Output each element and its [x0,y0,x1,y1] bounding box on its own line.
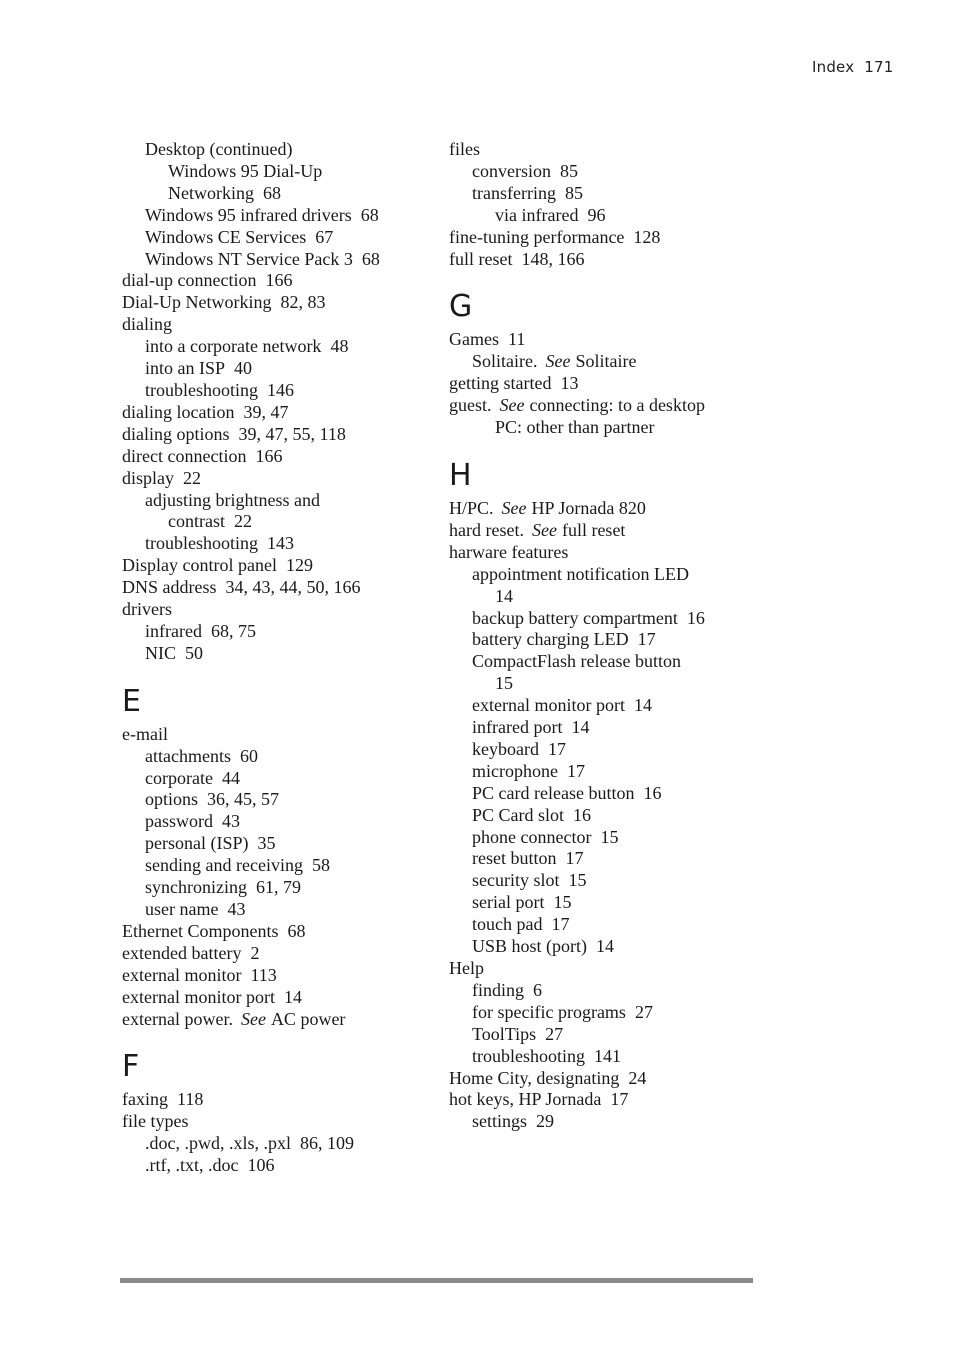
index-term: external power. [122,1008,233,1029]
index-page-refs: 39, 47 [243,401,289,422]
see-reference-label: See [531,519,557,540]
index-entry [122,314,452,336]
index-term: guest. [449,395,492,416]
index-term: DNS address [122,577,217,598]
index-page-refs: 106 [247,1155,275,1176]
index-section-letter: F [122,1049,140,1085]
index-page-refs: 27 [634,1001,653,1022]
index-term: sending and receiving [145,855,303,876]
index-term: battery charging LED [472,629,629,650]
index-page-refs: 48 [330,336,349,357]
index-section-letter: E [122,683,141,719]
index-entry [449,980,789,1002]
index-term: appointment notification LED [472,563,689,584]
index-term: touch pad [472,914,543,935]
index-term: Windows 95 Dial-Up [168,160,323,181]
index-page-refs: 118 [176,1089,204,1110]
index-entry [122,161,452,183]
index-term: PC: other than partner [495,417,655,438]
index-term: USB host (port) [472,936,588,957]
index-entry [449,249,789,271]
index-entry [122,533,452,555]
index-term: full reset [449,248,513,269]
index-page-refs: 16 [643,782,662,803]
index-page-refs: 68 [361,248,380,269]
index-entry [449,827,789,849]
index-term: finding [472,979,524,1000]
index-page-refs: 50 [185,642,203,663]
index-entry [449,498,789,520]
index-term: PC Card slot [472,804,565,825]
index-page-refs: 27 [545,1023,564,1044]
index-entry [122,943,452,965]
index-page-refs: 40 [234,358,253,379]
index-entry [449,651,789,673]
index-entry [122,599,452,621]
index-entry [122,899,452,921]
index-section-letter: H [449,457,472,493]
index-page-refs: 29 [536,1111,555,1132]
index-term: security slot [472,870,560,891]
index-term: Games [449,329,499,350]
index-term: faxing [122,1089,168,1110]
index-term: 15 [495,673,513,694]
index-term: hot keys, HP Jornada [449,1089,602,1110]
index-term: hard reset. [449,519,524,540]
index-entry [122,987,452,1009]
index-entry [122,1111,452,1133]
index-entry [449,1002,789,1024]
index-page-refs: 43 [222,811,240,832]
index-page-refs: 44 [221,767,240,788]
index-entry [449,417,789,439]
index-term: troubleshooting [472,1045,585,1066]
index-term: Solitaire. [472,351,538,372]
index-term: Display control panel [122,555,277,576]
index-page-refs: 17 [551,914,570,935]
running-header [812,58,894,76]
index-page-refs: 128 [633,226,661,247]
index-page-refs: 58 [311,855,330,876]
index-entry [449,564,789,586]
index-term: attachments [145,745,231,766]
index-page-refs: 166 [255,445,283,466]
index-term: troubleshooting [145,533,258,554]
index-page-refs: 24 [628,1067,647,1088]
index-term: harware features [449,541,569,562]
index-term: H/PC. [449,497,494,518]
index-term: dial-up connection [122,270,257,291]
index-entry [449,1111,789,1133]
index-entry [449,227,789,249]
index-term: drivers [122,599,172,620]
index-term: NIC [145,642,176,663]
index-entry [122,490,452,512]
see-reference-target: AC power [270,1008,346,1029]
index-page-refs: 61, 79 [255,877,301,898]
index-page-refs: 141 [594,1045,621,1066]
see-reference-target: full reset [561,519,626,540]
index-entry [449,520,789,542]
index-entry [449,139,789,161]
index-page-refs: 14 [633,695,652,716]
index-column-right [449,139,789,1133]
see-reference-target: connecting: to a desktop [529,395,705,416]
index-term: Home City, designating [449,1067,620,1088]
index-term: Networking [168,182,254,203]
index-term: conversion [472,160,551,181]
index-entry [449,395,789,417]
index-term: getting started [449,373,552,394]
index-page-refs: 67 [315,226,334,247]
index-section-letter: G [449,289,473,325]
index-entry [122,270,452,292]
index-entry [122,1009,452,1031]
index-entry [122,1133,452,1155]
index-entry [449,848,789,870]
index-column-left [122,139,452,1177]
index-page-refs: 85 [564,182,583,203]
see-reference-target: HP Jornada 820 [531,497,646,518]
index-term: .doc, .pwd, .xls, .pxl [145,1133,291,1154]
index-page-refs: 148, 166 [521,248,585,269]
index-entry [122,1155,452,1177]
index-term: e-mail [122,723,168,744]
index-entry [449,805,789,827]
index-term: direct connection [122,445,247,466]
index-page-refs: 39, 47, 55, 118 [238,423,346,444]
index-page-refs: 13 [560,373,579,394]
index-page-refs: 16 [573,804,592,825]
index-page-refs: 43 [227,899,246,919]
index-term: Ethernet Components [122,920,279,941]
index-term: into a corporate network [145,336,322,357]
index-entry [449,161,789,183]
index-page-refs: 15 [568,870,587,891]
index-entry [449,936,789,958]
index-term: settings [472,1111,528,1132]
index-page-refs: 129 [285,555,313,576]
index-term: Windows NT Service Pack 3 [145,248,353,269]
index-page-refs: 146 [267,379,294,400]
index-entry [122,577,452,599]
see-reference-label: See [501,497,527,518]
index-entry [122,1089,452,1111]
index-entry [122,921,452,943]
index-entry [449,542,789,564]
index-page-refs: 16 [686,607,705,628]
index-term: into an ISP [145,358,226,379]
index-term: .rtf, .txt, .doc [145,1155,239,1176]
index-page-refs: 68, 75 [210,620,256,641]
index-page-refs: 15 [553,892,572,913]
index-entry [449,183,789,205]
index-entry [122,724,452,746]
index-entry [122,358,452,380]
index-term: troubleshooting [145,379,258,400]
index-term: display [122,467,174,488]
index-entry [449,373,789,395]
index-entry [449,739,789,761]
index-term: dialing location [122,401,235,422]
index-page-refs: 82, 83 [280,292,326,313]
index-entry [122,292,452,314]
index-term: external monitor [122,964,242,985]
index-entry [122,380,452,402]
index-page-refs: 22 [183,467,201,488]
index-entry [122,965,452,987]
index-entry [449,205,789,227]
index-term: fine-tuning performance [449,226,625,247]
index-term: phone connector [472,826,592,847]
see-reference-label: See [499,395,525,416]
index-term: for specific programs [472,1001,626,1022]
index-term: reset button [472,848,557,869]
index-entry [122,511,452,533]
index-page-refs: 85 [559,160,578,181]
index-term: extended battery [122,942,242,963]
index-entry [122,249,452,271]
index-term: Help [449,958,484,978]
index-entry [449,958,789,980]
index-page-refs: 35 [257,833,276,854]
index-term: Windows CE Services [145,226,307,247]
index-term: backup battery compartment [472,607,678,628]
index-term: infrared port [472,717,563,738]
index-page-refs: 86, 109 [300,1133,354,1154]
index-entry [449,673,789,695]
index-term: password [145,811,213,832]
index-term: dialing [122,314,172,335]
index-entry [122,811,452,833]
index-page-refs: 113 [250,964,277,985]
index-term: Windows 95 infrared drivers [145,204,352,225]
index-term: infrared [145,620,202,641]
index-entry [122,555,452,577]
index-page-refs: 11 [507,329,526,350]
index-page-refs: 60 [239,745,258,766]
index-entry [122,227,452,249]
index-entry [449,629,789,651]
index-entry [122,205,452,227]
index-page-refs: 166 [265,270,293,291]
index-term: external monitor port [472,695,625,716]
index-entry [449,892,789,914]
index-entry [122,402,452,424]
index-page-refs: 143 [267,533,294,554]
index-entry [122,789,452,811]
index-entry [449,608,789,630]
index-entry [449,1046,789,1068]
index-entry [122,336,452,358]
index-entry [122,621,452,643]
index-entry [449,351,789,373]
index-term: corporate [145,767,213,788]
index-page-refs: 68 [262,182,281,203]
index-term: synchronizing [145,877,247,898]
index-page-refs: 14 [571,717,590,738]
index-entry [449,695,789,717]
index-page-refs: 17 [565,848,584,869]
index-term: transferring [472,182,556,203]
index-page-refs: 22 [233,511,252,532]
index-page-refs: 17 [547,738,566,759]
index-entry [122,139,452,161]
header-section: Index [812,58,855,76]
footer-rule [120,1278,753,1283]
index-entry [122,768,452,790]
index-term: microphone [472,760,558,781]
index-entry [449,1089,789,1111]
index-term: adjusting brightness and [145,489,320,510]
index-term: keyboard [472,738,539,759]
index-entry [122,468,452,490]
index-entry [122,446,452,468]
index-page-refs: 6 [533,979,542,1000]
index-entry [122,746,452,768]
index-term: via infrared [495,204,579,225]
index-page-refs: 17 [566,760,585,781]
index-entry [122,183,452,205]
index-page-refs: 15 [600,826,619,847]
index-term: files [449,139,480,159]
see-reference-label: See [545,351,571,372]
index-page-refs: 68 [287,920,306,941]
index-term: options [145,789,199,810]
index-term: file types [122,1111,189,1132]
see-reference-target: Solitaire [575,351,637,372]
index-page-refs: 14 [596,936,615,957]
index-entry [122,877,452,899]
index-entry [122,643,452,665]
index-page-refs: 96 [587,204,606,225]
index-entry [122,855,452,877]
index-entry [449,914,789,936]
index-term: user name [145,899,219,919]
index-page-refs: 17 [610,1089,629,1110]
index-term: Dial-Up Networking [122,292,272,313]
index-term: dialing options [122,423,230,444]
index-term: serial port [472,892,545,913]
index-entry [449,586,789,608]
index-term: PC card release button [472,782,635,803]
index-entry [449,1068,789,1090]
index-entry [449,761,789,783]
index-page-refs: 34, 43, 44, 50, 166 [225,577,361,598]
index-entry [122,833,452,855]
index-entry [449,717,789,739]
index-page-refs: 17 [637,629,656,650]
index-term: external monitor port [122,986,275,1007]
index-entry [449,329,789,351]
index-term: 14 [495,585,513,606]
index-entry [449,783,789,805]
index-entry [449,1024,789,1046]
index-term: personal (ISP) [145,833,249,854]
index-term: contrast [168,511,225,532]
index-page-refs: 14 [283,986,302,1007]
index-entry [122,424,452,446]
index-term: Desktop (continued) [145,139,293,159]
index-entry [449,870,789,892]
index-page-refs: 36, 45, 57 [207,789,280,810]
index-page-refs: 2 [250,942,260,963]
index-term: ToolTips [472,1023,537,1044]
index-term: CompactFlash release button [472,651,681,672]
page-number: 171 [864,58,894,76]
see-reference-label: See [240,1008,266,1029]
index-page-refs: 68 [360,204,379,225]
